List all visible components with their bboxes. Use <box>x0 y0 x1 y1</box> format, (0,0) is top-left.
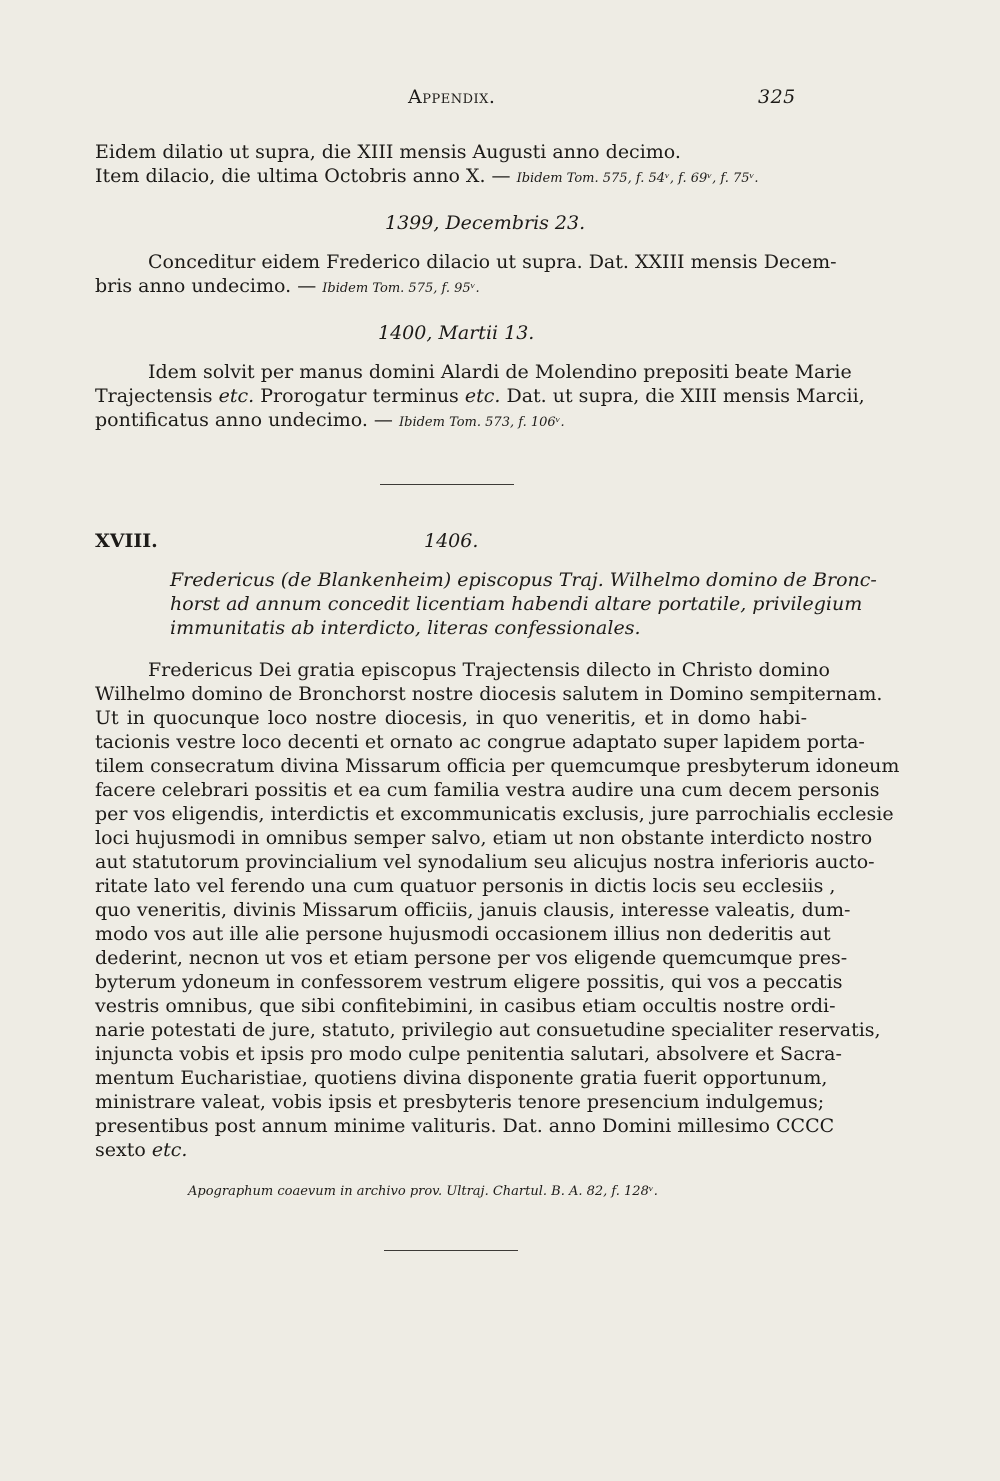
body-line: facere celebrari possitis et ea cum familia vestra audire una cum decem personis <box>95 779 880 801</box>
body-line <box>95 1138 807 1162</box>
body-line: modo vos aut ille alie persone hujusmodi occasionem illius non dederitis aut <box>95 923 831 945</box>
document-number: XVIII. <box>95 530 158 552</box>
text-line <box>95 274 807 301</box>
body-line: byterum ydoneum in confessorem vestrum eligere possitis, qui vos a peccatis <box>95 971 843 993</box>
body-line: mentum Eucharistiae, quotiens divina disponente gratia fuerit opportunum, <box>95 1067 828 1089</box>
line-text: Prorogatur terminus <box>254 385 459 407</box>
body-line: tacionis vestre loco decenti et ornato ac congrue adaptato super lapidem porta- <box>95 731 865 753</box>
source-note: Apographum coaevum in archivo prov. Ultraj. Chartul. B. A. 82, f. 128ᵛ. <box>188 1184 658 1199</box>
text-line <box>95 384 865 408</box>
body-line: injuncta vobis et ipsis pro modo culpe penitentia salutari, absolvere et Sacra- <box>95 1043 842 1065</box>
line-text: bris anno undecimo. — <box>95 275 317 297</box>
body-line: ministrare valeat, vobis ipsis et presbyteris tenore presencium indulgemus; <box>95 1091 825 1113</box>
line-text: sexto <box>95 1139 146 1161</box>
date-year: 1400 <box>378 322 427 344</box>
line-text: Trajectensis <box>95 385 213 407</box>
entry-date <box>378 322 534 344</box>
date-day: , Decembris 23. <box>433 212 586 234</box>
abbreviation: etc. <box>218 385 255 407</box>
archive-reference: Ibidem Tom. 573, f. 106ᵛ. <box>398 415 565 430</box>
page-number: 325 <box>758 86 796 108</box>
running-header-title: Appendix. <box>408 86 496 108</box>
body-line: Wilhelmo domino de Bronchorst nostre diocesis salutem in Domino sempiternam. <box>95 683 883 705</box>
text-line <box>95 164 807 191</box>
body-line: aut statutorum provincialium vel synodalium seu alicujus nostra inferioris aucto- <box>95 851 875 873</box>
text-line: Idem solvit per manus domini Alardi de Molendino prepositi beate Marie <box>148 361 852 383</box>
body-line: ritate lato vel ferendo una cum quatuor personis in dictis locis seu ecclesiis , <box>95 875 836 897</box>
line-text: Item dilacio, die ultima Octobris anno X. — <box>95 165 511 187</box>
body-line: Fredericus Dei gratia episcopus Trajectensis dilecto in Christo domino <box>148 659 830 681</box>
entry-date <box>385 212 585 234</box>
body-line: presentibus post annum minime valituris. Dat. anno Domini millesimo CCCC <box>95 1115 835 1137</box>
summary-line: immunitatis ab interdicto, literas confessionales. <box>170 617 641 639</box>
body-line: tilem consecratum divina Missarum officia per quemcumque presbyterum idoneum <box>95 755 900 777</box>
date-day: , Martii 13. <box>426 322 535 344</box>
line-text: Dat. ut supra, die XIII mensis Marcii, <box>500 385 865 407</box>
body-line: vestris omnibus, que sibi confitebimini, in casibus etiam occultis nostre ordi- <box>95 995 836 1017</box>
date-year: 1399 <box>385 212 434 234</box>
body-line: dederint, necnon ut vos et etiam persone per vos eligende quemcumque pres- <box>95 947 848 969</box>
archive-reference: Ibidem Tom. 575, f. 95ᵛ. <box>322 281 480 296</box>
text-line: Eidem dilatio ut supra, die XIII mensis Augusti anno decimo. <box>95 141 681 163</box>
abbreviation: etc. <box>151 1139 188 1161</box>
section-divider <box>380 484 514 485</box>
archive-reference: Ibidem Tom. 575, f. 54ᵛ, f. 69ᵛ, f. 75ᵛ. <box>516 171 759 186</box>
line-text: pontificatus anno undecimo. — <box>95 409 393 431</box>
section-divider <box>384 1250 518 1251</box>
body-line: quo veneritis, divinis Missarum officiis, januis clausis, interesse valeatis, dum- <box>95 899 851 921</box>
text-line: Conceditur eidem Frederico dilacio ut supra. Dat. XXIII mensis Decem- <box>148 251 837 273</box>
summary-line: Fredericus (de Blankenheim) episcopus Traj. Wilhelmo domino de Bronc- <box>170 569 877 591</box>
body-line: narie potestati de jure, statuto, privilegio aut consuetudine specialiter reservatis, <box>95 1019 881 1041</box>
summary-line: horst ad annum concedit licentiam habendi altare portatile, privilegium <box>170 593 863 615</box>
body-line: per vos eligendis, interdictis et excommunicatis exclusis, jure parrochialis ecclesie <box>95 803 894 825</box>
abbreviation: etc. <box>464 385 501 407</box>
body-line: loci hujusmodi in omnibus semper salvo, etiam ut non obstante interdicto nostro <box>95 827 873 849</box>
text-line <box>95 408 807 435</box>
document-year: 1406. <box>424 530 479 552</box>
body-line: Ut in quocunque loco nostre diocesis, in quo veneritis, et in domo habi- <box>95 707 807 729</box>
